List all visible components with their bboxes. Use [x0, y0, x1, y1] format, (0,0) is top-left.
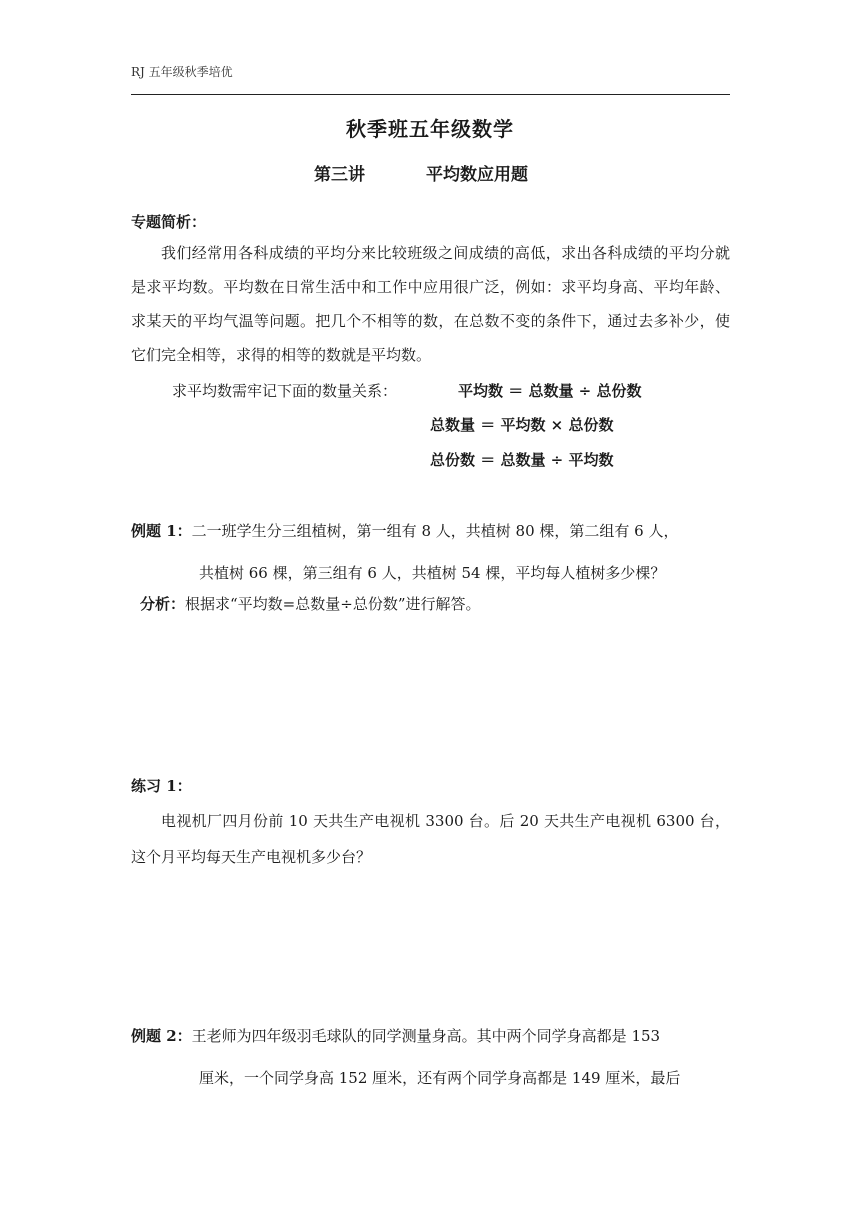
example-1-line-2: 共植树 66 棵，第三组有 6 人，共植树 54 棵，平均每人植树多少棵？: [199, 564, 666, 582]
example-2-line-2: 厘米，一个同学身高 152 厘米，还有两个同学身高都是 149 厘米，最后: [199, 1069, 681, 1087]
intro-paragraph: [131, 236, 730, 372]
intro-label: 专题简析：: [131, 213, 207, 231]
example-2-text-1: 王老师为四年级羽毛球队的同学测量身高。其中两个同学身高都是 153: [191, 1027, 661, 1045]
example-1-analysis: [140, 593, 481, 614]
practice-1-text: 电视机厂四月份前 10 天共生产电视机 3300 台。后 20 天共生产电视机 6300 台，这个月平均每天生产电视机多少台？: [131, 812, 730, 866]
practice-1: [131, 803, 730, 875]
formula-lead: 求平均数需牢记下面的数量关系：: [172, 382, 398, 400]
formula-total: 总数量 ＝ 平均数 × 总份数: [430, 416, 614, 434]
example-1-label: 例题 1：: [131, 522, 192, 540]
analysis-label: 分析：: [140, 595, 186, 613]
analysis-text: 根据求“平均数=总数量÷总份数”进行解答。: [185, 595, 481, 613]
example-1: [131, 510, 730, 594]
formula-parts: 总份数 ＝ 总数量 ÷ 平均数: [430, 451, 614, 469]
page-title: 秋季班五年级数学: [346, 117, 514, 141]
header-divider: [131, 94, 730, 95]
example-1-line-1: [131, 510, 730, 552]
example-2: [131, 1015, 730, 1099]
practice-1-label: 练习 1：: [131, 777, 192, 795]
lecture-name: 平均数应用题: [426, 165, 528, 185]
example-1-text-1: 二一班学生分三组植树，第一组有 8 人，共植树 80 棵，第二组有 6 人，: [191, 522, 679, 540]
header-text: RJ 五年级秋季培优: [131, 65, 233, 79]
example-2-label: 例题 2：: [131, 1027, 192, 1045]
formula-average: 平均数 ＝ 总数量 ÷ 总份数: [458, 382, 642, 400]
example-2-line-1: [131, 1015, 730, 1057]
intro-paragraph-text: 我们经常用各科成绩的平均分来比较班级之间成绩的高低，求出各科成绩的平均分就是求平均数。平均数在日常生活中和工作中应用很广泛，例如：求平均身高、平均年龄、求某天的平均气温等问题。把几个不相等的数，在总数不变的条件下，通过去多补少，使它们完全相等，求得的相等的数就是平均数。: [131, 244, 730, 364]
lecture-number: 第三讲: [314, 165, 365, 185]
